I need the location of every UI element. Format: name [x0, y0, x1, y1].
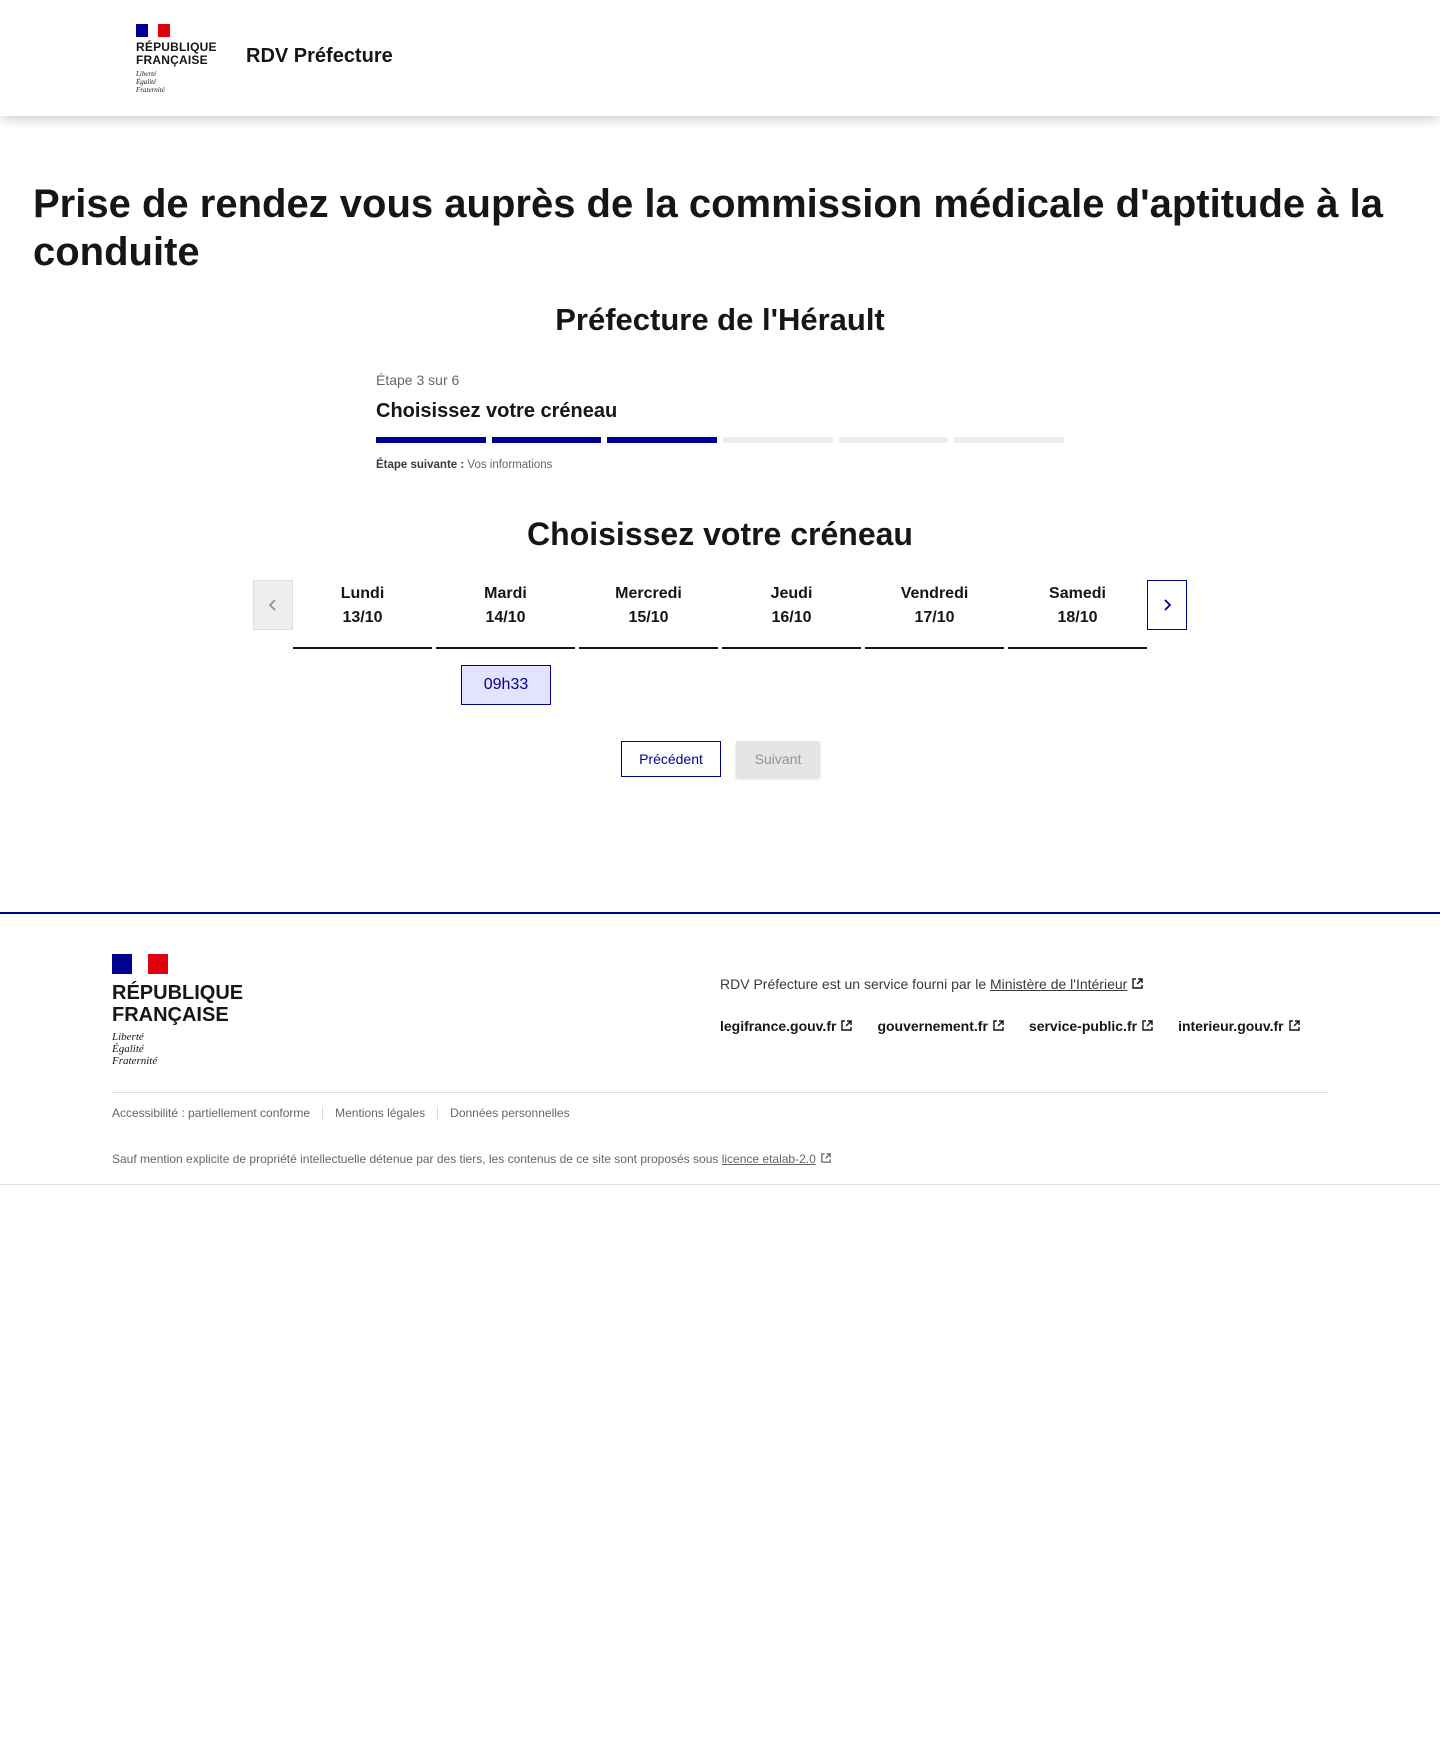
footer-links [720, 1018, 1301, 1034]
marianne-flag-icon [136, 24, 170, 37]
slot-section-title: Choisissez votre créneau [527, 516, 913, 552]
footer-link-interieur[interactable]: interieur.gouv.fr [1178, 1018, 1301, 1034]
stepper-bar [839, 437, 949, 443]
day-date: 15/10 [628, 609, 669, 626]
footer-link-legifrance[interactable]: legifrance.gouv.fr [720, 1018, 853, 1034]
external-link-icon [1131, 977, 1144, 990]
next-week-button[interactable] [1147, 580, 1187, 630]
service-name[interactable]: RDV Préfecture [246, 45, 393, 67]
republique-francaise-logo[interactable] [136, 24, 216, 94]
accessibility-link[interactable]: Accessibilité : partiellement conforme [112, 1106, 323, 1120]
time-slot-button[interactable]: 09h33 [461, 665, 551, 705]
footer-description [720, 976, 1144, 992]
day-date: 13/10 [342, 609, 383, 626]
previous-button[interactable]: Précédent [621, 741, 721, 777]
day-column [293, 582, 432, 649]
day-column [579, 582, 718, 649]
day-name: Mercredi [615, 585, 682, 602]
footer-bottom-links [112, 1106, 594, 1120]
footer-logo-motto: Liberté Égalité Fraternité [112, 1031, 158, 1067]
footer-logo[interactable] [112, 954, 243, 1067]
logo-motto: Liberté Égalité Fraternité [136, 70, 165, 94]
marianne-flag-icon [112, 954, 168, 974]
day-name: Jeudi [770, 585, 813, 602]
stepper-bar [492, 437, 602, 443]
chevron-right-icon [1160, 598, 1174, 612]
personal-data-link[interactable]: Données personnelles [450, 1106, 570, 1120]
day-date: 14/10 [485, 609, 526, 626]
day-date: 18/10 [1057, 609, 1098, 626]
footer-link-gouvernement[interactable]: gouvernement.fr [877, 1018, 1004, 1034]
legal-notice-link[interactable]: Mentions légales [335, 1106, 438, 1120]
external-link-icon [840, 1019, 853, 1032]
day-column [865, 582, 1004, 649]
day-column [436, 582, 575, 649]
stepper-bar [376, 437, 486, 443]
license-notice [112, 1152, 832, 1166]
chevron-left-icon [266, 598, 280, 612]
footer-divider [112, 1092, 1328, 1093]
stepper-bar [723, 437, 833, 443]
day-column [722, 582, 861, 649]
next-step-label: Étape suivante : [376, 459, 465, 471]
previous-week-button[interactable] [253, 580, 293, 630]
prefecture-title: Préfecture de l'Hérault [555, 302, 885, 337]
stepper-bar [607, 437, 717, 443]
day-columns [293, 582, 1147, 649]
logo-text: RÉPUBLIQUE FRANÇAISE [136, 40, 217, 67]
day-name: Mardi [484, 585, 527, 602]
page-title: Prise de rendez vous auprès de la commission médicale d'aptitude à la conduite [33, 182, 1383, 274]
footer-logo-text: RÉPUBLIQUE FRANÇAISE [112, 982, 244, 1026]
license-text: Sauf mention explicite de propriété intellectuelle détenue par des tiers, les contenus de ce site sont proposés sous [112, 1152, 719, 1166]
external-link-icon [992, 1019, 1005, 1032]
next-step-value: Vos informations [467, 459, 553, 471]
day-name: Lundi [340, 585, 385, 602]
external-link-icon [820, 1152, 832, 1164]
external-link-icon [1141, 1019, 1154, 1032]
footer-link-service-public[interactable]: service-public.fr [1029, 1018, 1154, 1034]
stepper [376, 372, 1064, 471]
day-date: 16/10 [771, 609, 812, 626]
stepper-bar [954, 437, 1064, 443]
step-count: Étape 3 sur 6 [376, 372, 460, 388]
license-link[interactable]: licence etalab-2.0 [722, 1152, 832, 1166]
footer-description-text: RDV Préfecture est un service fourni par le [720, 976, 987, 992]
day-name: Vendredi [900, 585, 969, 602]
day-date: 17/10 [914, 609, 955, 626]
next-button[interactable]: Suivant [736, 741, 820, 777]
day-name: Samedi [1049, 585, 1106, 602]
next-step-info [376, 459, 1064, 471]
ministere-link[interactable]: Ministère de l'Intérieur [990, 976, 1144, 992]
step-title: Choisissez votre créneau [376, 400, 618, 422]
stepper-progress [376, 437, 1064, 443]
external-link-icon [1288, 1019, 1301, 1032]
site-footer [0, 912, 1440, 1185]
site-header [0, 0, 1440, 116]
day-column [1008, 582, 1147, 649]
